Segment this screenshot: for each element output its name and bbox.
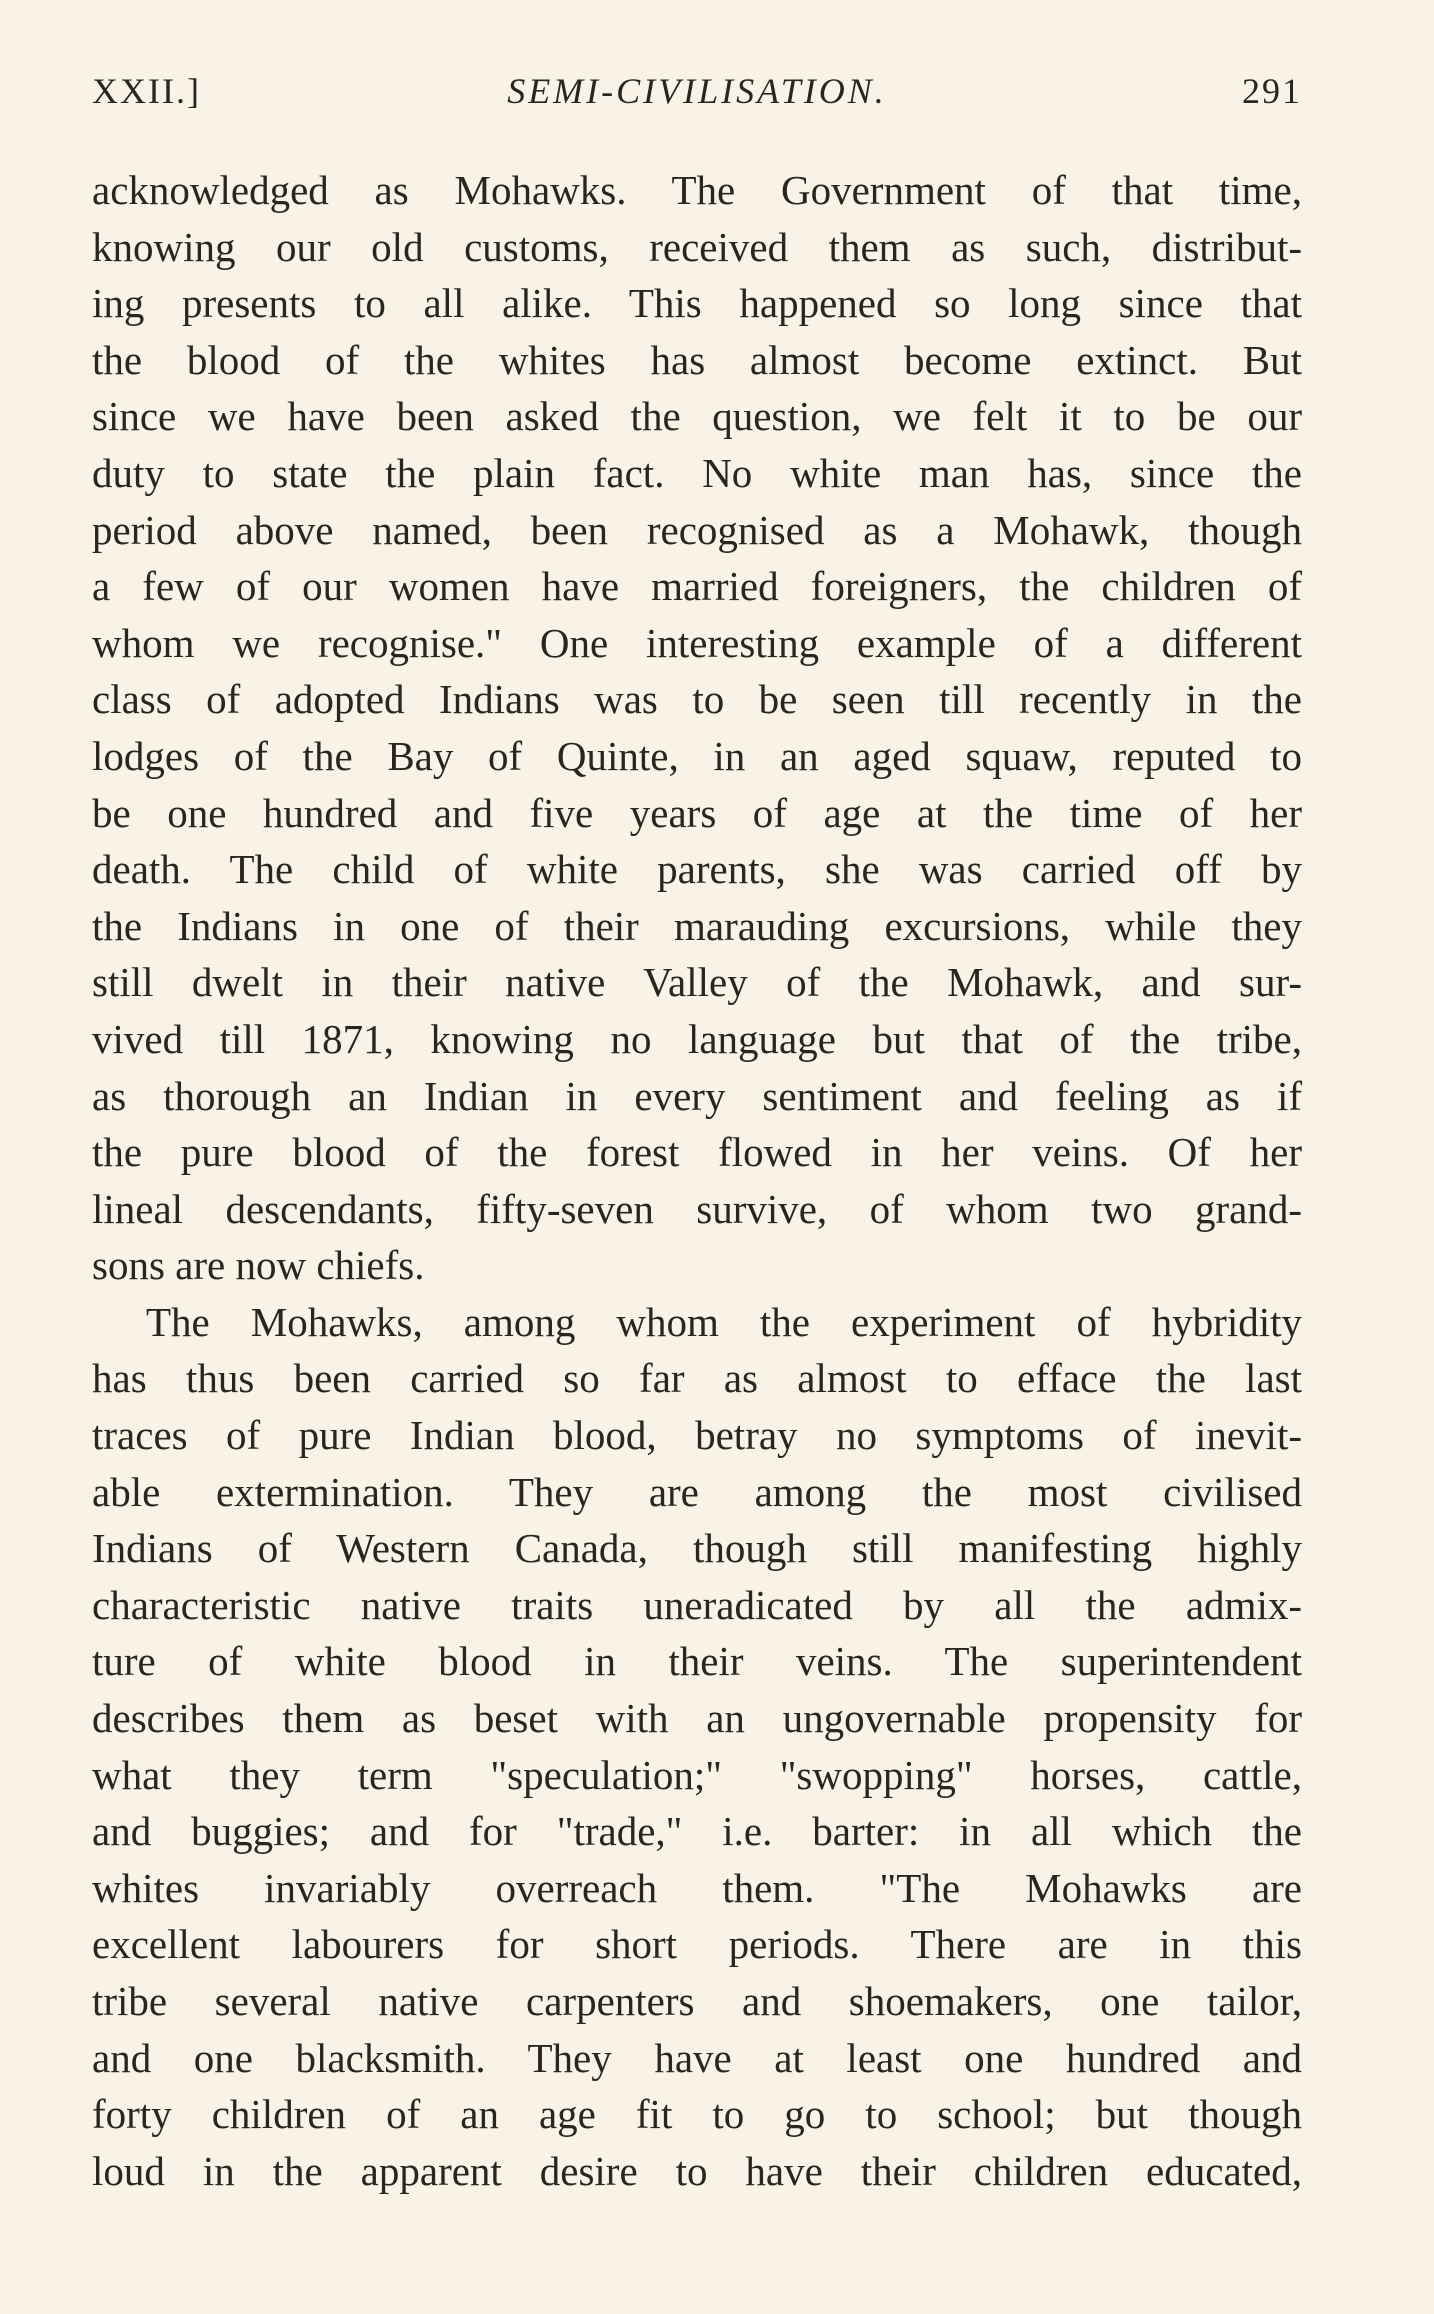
text-line: the blood of the whites has almost become extinct. But: [92, 336, 1302, 383]
paragraph-end-line: sons are now chiefs.: [92, 1242, 425, 1289]
text-line: the pure blood of the forest flowed in her veins. Of her: [92, 1129, 1302, 1176]
text-line: describes them as beset with an ungovernable propensity for: [92, 1695, 1302, 1742]
text-line: what they term "speculation;" "swopping" horses, cattle,: [92, 1751, 1302, 1798]
text-line: death. The child of white parents, she was carried off by: [92, 846, 1302, 893]
text-line: whites invariably overreach them. "The Mohawks are: [92, 1864, 1302, 1911]
text-line: able extermination. They are among the most civilised: [92, 1468, 1302, 1515]
text-line: lodges of the Bay of Quinte, in an aged squaw, reputed to: [92, 732, 1302, 779]
text-line: lineal descendants, fifty-seven survive, of whom two grand-: [92, 1185, 1302, 1232]
text-line: has thus been carried so far as almost to efface the last: [92, 1355, 1302, 1402]
text-line: and one blacksmith. They have at least one hundred and: [92, 2034, 1302, 2081]
page-number: 291: [1242, 71, 1302, 111]
body-text: [92, 162, 1302, 2199]
running-header: [92, 70, 1302, 120]
text-line: class of adopted Indians was to be seen till recently in the: [92, 676, 1302, 723]
text-line: whom we recognise." One interesting example of a different: [92, 619, 1302, 666]
text-line: traces of pure Indian blood, betray no symptoms of inevit-: [92, 1412, 1302, 1459]
text-line: excellent labourers for short periods. There are in this: [92, 1921, 1302, 1968]
chapter-marker: XXII.]: [92, 71, 201, 111]
text-line: period above named, been recognised as a Mohawk, though: [92, 506, 1302, 553]
text-line: characteristic native traits uneradicated by all the admix-: [92, 1581, 1302, 1628]
text-line: and buggies; and for "trade," i.e. barter: in all which the: [92, 1808, 1302, 1855]
text-line: acknowledged as Mohawks. The Government of that time,: [92, 167, 1302, 213]
text-line: as thorough an Indian in every sentiment and feeling as if: [92, 1072, 1302, 1119]
text-line: ing presents to all alike. This happened so long since that: [92, 280, 1302, 327]
text-line: vived till 1871, knowing no language but that of the tribe,: [92, 1015, 1302, 1062]
text-line: ture of white blood in their veins. The superintendent: [92, 1638, 1302, 1685]
text-line: a few of our women have married foreigners, the children of: [92, 563, 1302, 610]
text-line: be one hundred and five years of age at the time of her: [92, 789, 1302, 836]
text-line: knowing our old customs, received them as such, distribut-: [92, 223, 1302, 270]
running-title: SEMI-CIVILISATION.: [507, 71, 887, 111]
text-line: tribe several native carpenters and shoemakers, one tailor,: [92, 1978, 1302, 2024]
paragraph-first-line: The Mohawks, among whom the experiment of hybridity: [146, 1298, 1302, 1345]
text-line: since we have been asked the question, we felt it to be our: [92, 393, 1302, 440]
text-line: Indians of Western Canada, though still manifesting highly: [92, 1525, 1302, 1572]
text-line: loud in the apparent desire to have their children educated,: [92, 2147, 1302, 2194]
text-line: forty children of an age fit to go to school; but though: [92, 2091, 1302, 2138]
text-line: still dwelt in their native Valley of the Mohawk, and sur-: [92, 959, 1302, 1006]
text-line: duty to state the plain fact. No white man has, since the: [92, 449, 1302, 496]
text-line: the Indians in one of their marauding excursions, while they: [92, 902, 1302, 949]
